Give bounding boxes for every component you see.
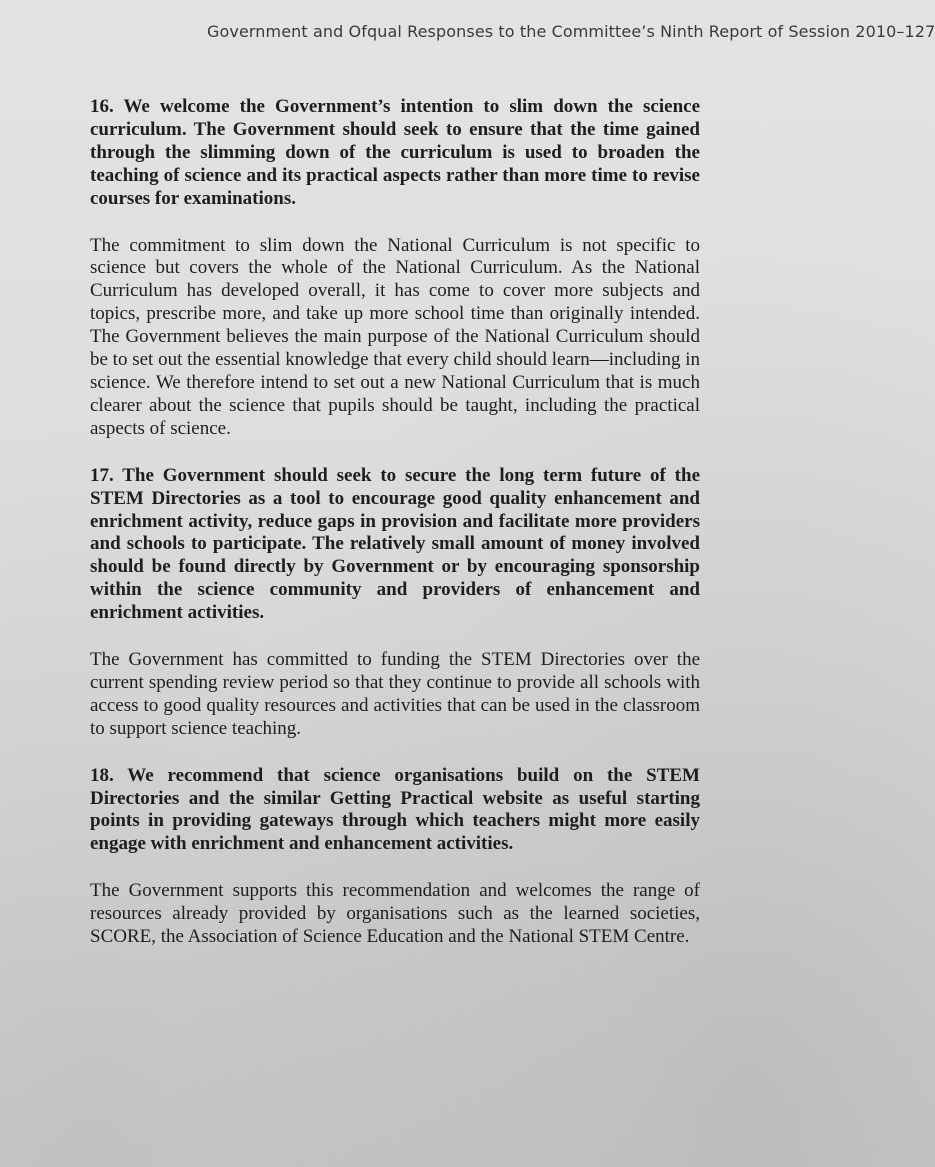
running-header xyxy=(207,22,935,41)
document-body xyxy=(90,96,700,973)
header-title: Government and Ofqual Responses to the Committee’s Ninth Report of Session 2010–12 xyxy=(207,22,926,41)
response-16: The commitment to slim down the National Curriculum is not specific to science but covers the whole of the National Curriculum. As the National Curriculum has developed overall, it has come to cover more subjects and topics, prescribe more, and take up more school time than originally intended. The Government believes the main purpose of the National Curriculum should be to set out the essential knowledge that every child should learn—including in science. We therefore intend to set out a new National Curriculum that is much clearer about the science that pupils should be taught, including the practical aspects of science. xyxy=(90,234,700,439)
recommendation-18: 18. We recommend that science organisations build on the STEM Directories and the similar Getting Practical website as useful starting points in providing gateways through which teachers might more easily engage with enrichment and enhancement activities. xyxy=(90,764,700,855)
response-17: The Government has committed to funding the STEM Directories over the current spending review period so that they continue to provide all schools with access to good quality resources and activities that can be used in the classroom to support science teaching. xyxy=(90,649,700,739)
page-number: 7 xyxy=(925,22,935,41)
response-18: The Government supports this recommendation and welcomes the range of resources already provided by organisations such as the learned societies, SCORE, the Association of Science Education and the National STEM Centre. xyxy=(90,880,700,948)
recommendation-16: 16. We welcome the Government’s intention to slim down the science curriculum. The Government should seek to ensure that the time gained through the slimming down of the curriculum is used to broaden the teaching of science and its practical aspects rather than more time to revise courses for examinations. xyxy=(90,96,700,209)
recommendation-17: 17. The Government should seek to secure the long term future of the STEM Directories as a tool to encourage good quality enhancement and enrichment activity, reduce gaps in provision and facilitate more providers and schools to participate. The relatively small amount of money involved should be found directly by Government or by encouraging sponsorship within the science community and providers of enhancement and enrichment activities. xyxy=(90,464,700,624)
